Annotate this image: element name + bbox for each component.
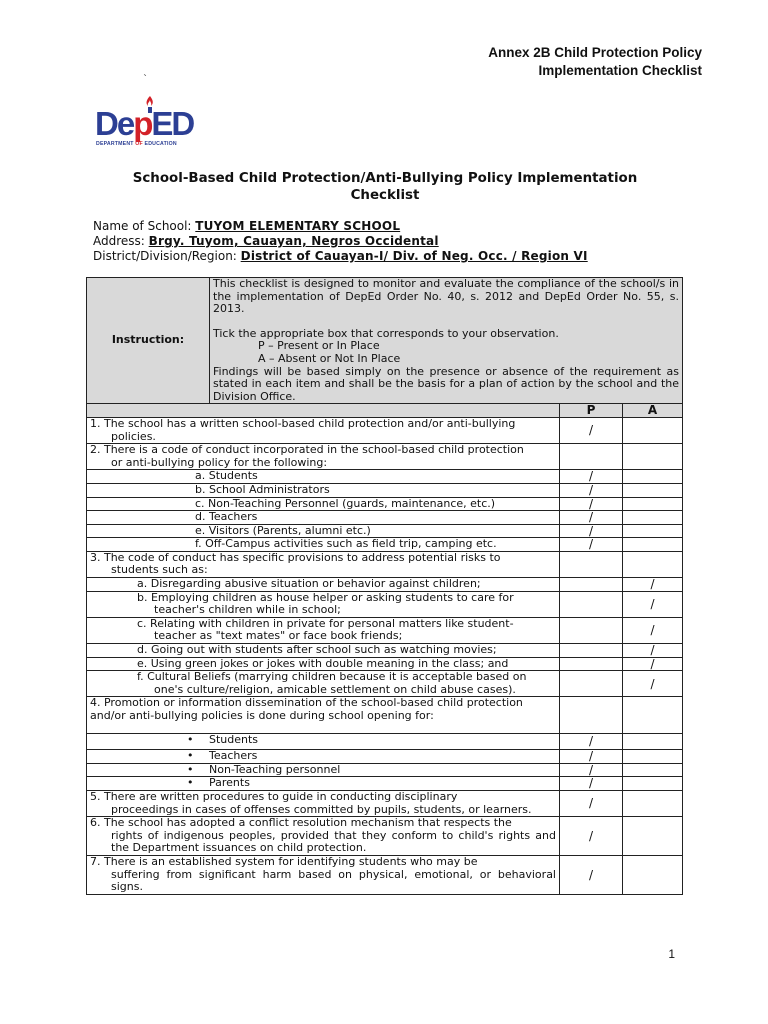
annex-heading	[488, 44, 702, 80]
title-line-2: Checklist	[350, 188, 420, 203]
item-2b-p-cell[interactable]: /	[560, 483, 623, 497]
table-row	[87, 538, 683, 552]
logo-wordmark	[95, 107, 193, 141]
item-3f-a-cell[interactable]: /	[623, 671, 683, 697]
column-header-row	[87, 404, 683, 418]
district-label: District/Division/Region:	[93, 249, 241, 263]
instruction-a-definition: A – Absent or Not In Place	[258, 351, 401, 365]
school-info	[93, 219, 588, 264]
item-3b: b. Employing children as house helper or asking students to care for teacher's children while in school;	[87, 591, 560, 617]
page-number: 1	[668, 947, 675, 961]
item-3f-p-cell[interactable]	[560, 671, 623, 697]
item-2a-p-cell[interactable]: /	[560, 470, 623, 484]
address-value: Brgy. Tuyom, Cauayan, Negros Occidental	[148, 234, 439, 248]
logo-part-de: De	[95, 105, 134, 142]
table-row	[87, 790, 683, 816]
item-2b: b. School Administrators	[87, 483, 560, 497]
item-6: 6. The school has adopted a conflict resolution mechanism that respects the rights of indigenous peoples, provided that they conform to child's rights and the Department issuances on child protection.	[87, 817, 560, 856]
item-4: 4. Promotion or information dissemination of the school-based child protection and/or anti-bullying policies is done during school opening for:	[87, 697, 560, 733]
logo-part-p: p	[133, 105, 152, 142]
district-value: District of Cauayan-I/ Div. of Neg. Occ. / Region VI	[240, 249, 588, 263]
annex-line-2: Implementation Checklist	[538, 63, 702, 78]
item-4c-a-cell[interactable]	[623, 763, 683, 777]
item-2f-p-cell[interactable]: /	[560, 538, 623, 552]
table-row	[87, 444, 683, 470]
item-5-p-cell[interactable]: /	[560, 790, 623, 816]
logo-part-ed: ED	[151, 105, 194, 142]
instruction-label: Instruction:	[87, 278, 210, 404]
table-row	[87, 777, 683, 791]
item-2c: c. Non-Teaching Personnel (guards, maintenance, etc.)	[87, 497, 560, 511]
document-title	[100, 170, 670, 204]
table-row	[87, 644, 683, 658]
column-header-p: P	[560, 404, 623, 418]
item-4d-p-cell[interactable]: /	[560, 777, 623, 791]
table-row	[87, 750, 683, 764]
school-name-label: Name of School:	[93, 219, 196, 233]
instruction-paragraph-2: Tick the appropriate box that corresponds to your observation.	[213, 326, 559, 340]
instruction-paragraph-1: This checklist is designed to monitor and evaluate the compliance of the school/s in the implementation of DepEd Order No. 40, s. 2012 and DepEd Order No. 55, s. 2013.	[213, 277, 679, 316]
column-header-a: A	[623, 404, 683, 418]
bullet: •	[187, 732, 194, 746]
checklist-table	[86, 277, 683, 895]
address-row	[93, 234, 588, 249]
item-4c: • Non-Teaching personnel	[87, 763, 560, 777]
logo-subtitle	[96, 141, 177, 147]
item-3e-a-cell[interactable]: /	[623, 657, 683, 671]
logo-sub-department: DEPARTMENT	[96, 141, 136, 147]
item-2d-p-cell[interactable]: /	[560, 511, 623, 525]
item-6-a-cell[interactable]	[623, 817, 683, 856]
item-3c-a-cell[interactable]: /	[623, 617, 683, 643]
item-2c-p-cell[interactable]: /	[560, 497, 623, 511]
table-row	[87, 497, 683, 511]
district-row	[93, 249, 588, 264]
item-3d-p-cell[interactable]	[560, 644, 623, 658]
item-4d: • Parents	[87, 777, 560, 791]
item-4a: • Students	[87, 733, 560, 750]
item-3c-p-cell[interactable]	[560, 617, 623, 643]
item-4c-p-cell[interactable]: /	[560, 763, 623, 777]
item-6-p-cell[interactable]: /	[560, 817, 623, 856]
table-row	[87, 697, 683, 733]
logo-sub-education: EDUCATION	[142, 141, 177, 147]
item-7: 7. There is an established system for identifying students who may be suffering from significant harm based on physical, emotional, or behavioral signs.	[87, 855, 560, 894]
table-row	[87, 671, 683, 697]
bullet: •	[187, 776, 194, 790]
item-4d-a-cell[interactable]	[623, 777, 683, 791]
item-4a-a-cell[interactable]	[623, 733, 683, 750]
address-label: Address:	[93, 234, 149, 248]
item-7-a-cell[interactable]	[623, 855, 683, 894]
table-row	[87, 733, 683, 750]
item-1-p-cell[interactable]: /	[560, 417, 623, 443]
title-line-1: School-Based Child Protection/Anti-Bullying Policy Implementation	[132, 171, 638, 186]
instruction-paragraph-3: Findings will be based simply on the presence or absence of the requirement as stated in each item and shall be the basis for a plan of action by the school and the Division Office.	[213, 364, 679, 403]
item-2b-a-cell[interactable]	[623, 483, 683, 497]
table-row	[87, 817, 683, 856]
item-5-a-cell[interactable]	[623, 790, 683, 816]
item-1-a-cell[interactable]	[623, 417, 683, 443]
table-row	[87, 511, 683, 525]
item-4-p-cell[interactable]	[560, 697, 623, 733]
bullet: •	[187, 749, 194, 763]
item-3d-a-cell[interactable]: /	[623, 644, 683, 658]
bullet: •	[187, 762, 194, 776]
item-3c: c. Relating with children in private for personal matters like student- teacher as "text mates" or face book friends;	[87, 617, 560, 643]
item-3b-a-cell[interactable]: /	[623, 591, 683, 617]
item-4a-p-cell[interactable]: /	[560, 733, 623, 750]
table-row	[87, 417, 683, 443]
table-row	[87, 483, 683, 497]
item-2c-a-cell[interactable]	[623, 497, 683, 511]
instruction-row	[87, 278, 683, 404]
school-name-row	[93, 219, 588, 234]
item-3f: f. Cultural Beliefs (marrying children because it is acceptable based on one's culture/religion, amicable settlement on child abuse cases).	[87, 671, 560, 697]
item-2d: d. Teachers	[87, 511, 560, 525]
item-2f-a-cell[interactable]	[623, 538, 683, 552]
item-3-p-cell[interactable]	[560, 551, 623, 577]
table-row	[87, 763, 683, 777]
table-row	[87, 657, 683, 671]
instruction-body	[210, 278, 683, 404]
school-name-value: TUYOM ELEMENTARY SCHOOL	[195, 219, 401, 233]
item-3-a-cell[interactable]	[623, 551, 683, 577]
item-7-p-cell[interactable]: /	[560, 855, 623, 894]
item-5: 5. There are written procedures to guide in conducting disciplinary proceedings in cases of offenses committed by pupils, students, or learners.	[87, 790, 560, 816]
table-row	[87, 551, 683, 577]
item-2-p-cell[interactable]	[560, 444, 623, 470]
item-2a-a-cell[interactable]	[623, 470, 683, 484]
item-4b: • Teachers	[87, 750, 560, 764]
item-4b-p-cell[interactable]: /	[560, 750, 623, 764]
item-2d-a-cell[interactable]	[623, 511, 683, 525]
item-2: 2. There is a code of conduct incorporated in the school-based child protection or anti-bullying policy for the following:	[87, 444, 560, 470]
item-2a: a. Students	[87, 470, 560, 484]
table-row	[87, 591, 683, 617]
item-3a: a. Disregarding abusive situation or behavior against children;	[87, 578, 560, 592]
table-row	[87, 855, 683, 894]
stray-mark: `	[143, 74, 148, 85]
item-3: 3. The code of conduct has specific provisions to address potential risks to students such as:	[87, 551, 560, 577]
item-3b-p-cell[interactable]	[560, 591, 623, 617]
table-row	[87, 524, 683, 538]
annex-line-1: Annex 2B Child Protection Policy	[488, 45, 702, 60]
table-row	[87, 470, 683, 484]
item-2f: f. Off-Campus activities such as field trip, camping etc.	[87, 538, 560, 552]
item-4b-a-cell[interactable]	[623, 750, 683, 764]
item-2e-a-cell[interactable]	[623, 524, 683, 538]
item-3e-p-cell[interactable]	[560, 657, 623, 671]
deped-logo	[95, 95, 207, 153]
table-row	[87, 617, 683, 643]
item-3a-a-cell[interactable]: /	[623, 578, 683, 592]
item-1: 1. The school has a written school-based child protection and/or anti-bullying policies.	[87, 417, 560, 443]
logo-sub-of: OF	[135, 141, 143, 147]
item-3a-p-cell[interactable]	[560, 578, 623, 592]
item-4-a-cell[interactable]	[623, 697, 683, 733]
header-blank	[87, 404, 560, 418]
item-2e: e. Visitors (Parents, alumni etc.)	[87, 524, 560, 538]
instruction-p-definition: P – Present or In Place	[258, 339, 380, 353]
item-3d: d. Going out with students after school such as watching movies;	[87, 644, 560, 658]
item-2-a-cell[interactable]	[623, 444, 683, 470]
item-3e: e. Using green jokes or jokes with double meaning in the class; and	[87, 657, 560, 671]
table-row	[87, 578, 683, 592]
item-2e-p-cell[interactable]: /	[560, 524, 623, 538]
